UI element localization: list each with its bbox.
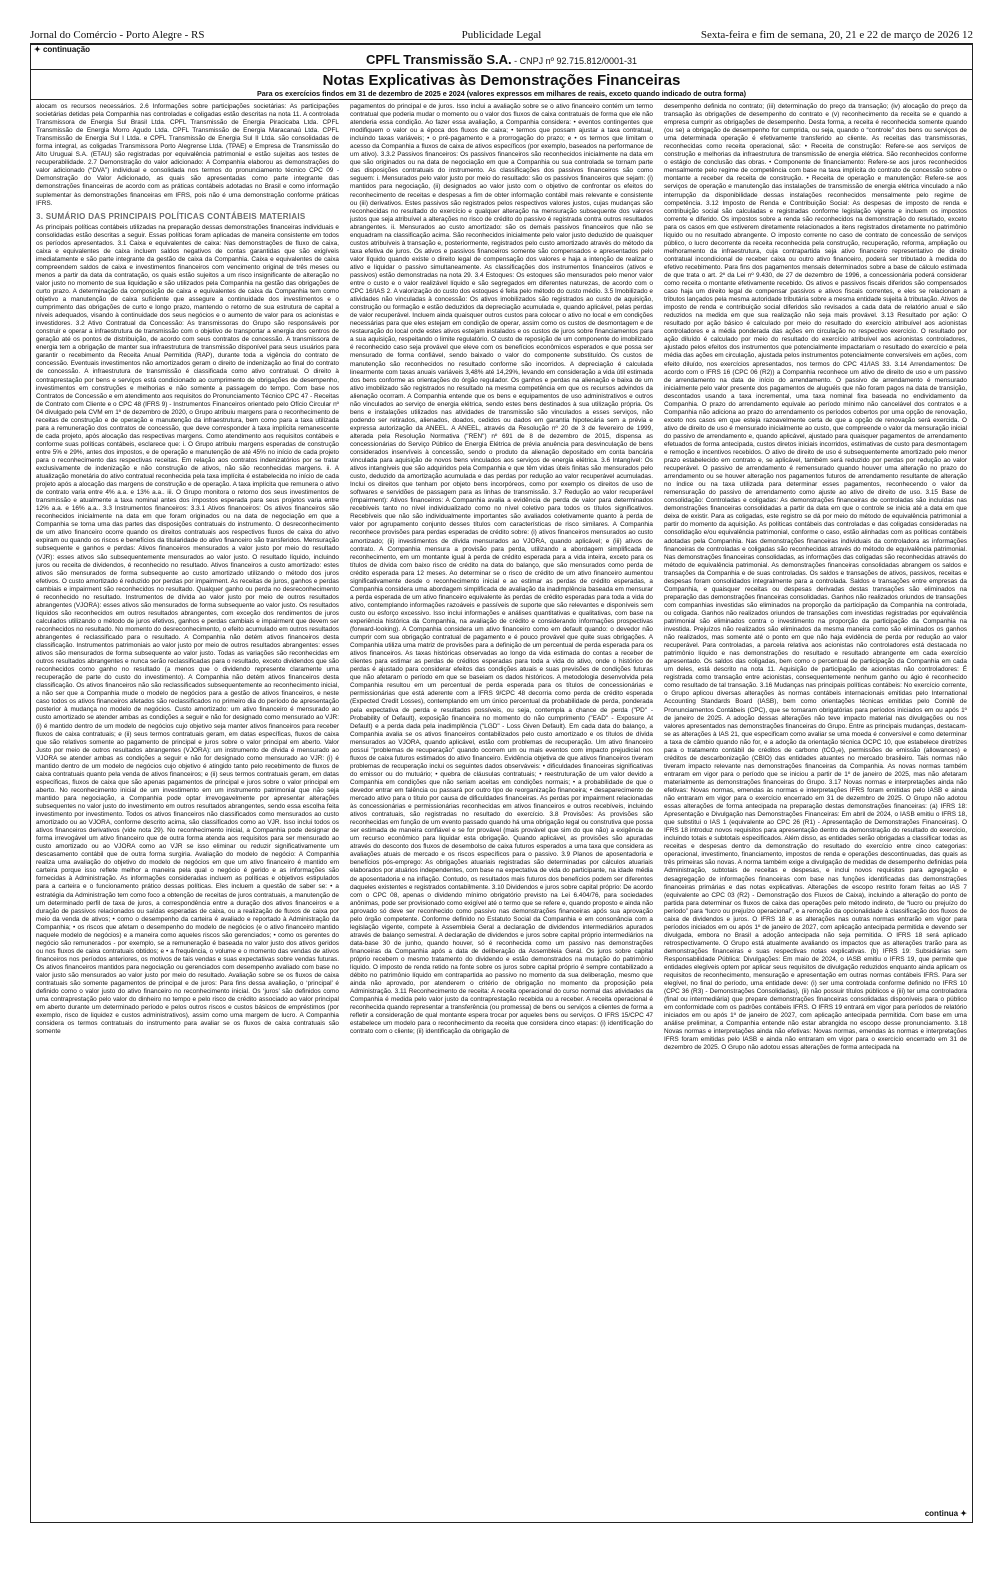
- company-name: CPFL Transmissão S.A.: [365, 52, 512, 67]
- header-rule: [31, 69, 972, 70]
- continuation-top-label: continuação: [42, 45, 91, 54]
- section-name: Publicidade Legal: [461, 29, 542, 41]
- section-heading: 3. SUMÁRIO DAS PRINCIPAIS POLÍTICAS CONTÁBEIS MATERIAIS: [36, 211, 306, 221]
- newspaper-masthead: [30, 27, 973, 43]
- company-cnpj: - CNPJ nº 92.715.812/0001-31: [511, 56, 638, 66]
- paragraph: desempenho definida no contrato; (iii) determinação do preço da transação; (iv) alocação do preço da transação às obrigações de desempenho do contrato e (v) reconhecimento da receita se e quando a empresa cumprir as obrigações de desempenho. Desta forma, a receita é reconhecida somente quando (ou se) a obrigação de desempenho for cumprida, ou seja, quando o “controle” dos bens ou serviços de uma determinada operação é efetivamente transferido ao cliente. As receitas das transmissoras, reconhecidas como receita operacional, são: • Receita de construção: Refere-se aos serviços de construção e melhorias da infraestrutura de transmissão de energia elétrica. São reconhecidos conforme o estágio de conclusão das obras. • Componente de financiamento: Refere-se aos juros reconhecidos mensalmente pelo regime de competência com base na taxa implícita do contrato de concessão sobre o montante a receber da receita de construção. • Receita de operação e manutenção: Refere-se aos serviços de operação e manutenção das instalações de transmissão de energia elétrica vinculado a não interrupção da disponibilidade dessas instalações reconhecidos mensalmente pelo regime de competência. 3.12 Imposto de Renda e Contribuição Social: As despesas de imposto de renda e contribuição social são calculadas e registradas conforme legislação vigente e incluem os impostos corrente e diferido. Os impostos sobre a renda são reconhecidos na demonstração do resultado, exceto para os casos em que estiverem diretamente relacionados a itens registrados diretamente no patrimônio líquido ou no resultado abrangente. O imposto corrente no caso de contrato de concessão de serviços público, o lucro decorrente da receita reconhecida pela construção, recuperação, reforma, ampliação ou melhoramento da infraestrutura, cuja contrapartida seja ativo financeiro representativo de direito contratual incondicional de receber caixa ou outro ativo financeiro, poderá ser tributado à medida do efetivo recebimento. Para fins dos pagamentos mensais determinados sobre a base de cálculo estimada de que trata o art. 2º da Lei nº 9.430, de 27 de dezembro de 1996, a concessionária poderá considerar como receita o montante efetivamente recebido. Os ativos e passivos fiscais diferidos são compensados caso haja um direito legal de compensar passivos e ativos fiscais correntes, e eles se relacionam a tributos lançados pela mesma autoridade tributária sobre a mesma entidade sujeita à tributação. Ativos de imposto de renda e contribuição social diferidos são revisados a cada data de relatório anual e são reduzidos na medida em que sua realização não seja mais provável. 3.13 Resultado por ação: O resultado por ação básico é calculado por meio do resultado do exercício atribuível aos acionistas controladores e a média ponderada das ações em circulação no respectivo exercício. O resultado por ação diluído é calculado por meio do resultado do exercício atribuível aos acionistas controladores, ajustado pelos efeitos dos instrumentos que potencialmente impactariam o resultado do exercício e pela média das ações em circulação, ajustada pelos instrumentos potencialmente conversíveis em ações, com efeito diluído, nos exercícios apresentados, nos termos do CPC 41/IAS 33. 3.14 Arrendamentos: De acordo com o IFRS 16 (CPC 06 (R2)) a Companhia reconhece um ativo de direito de uso e um passivo de arrendamento na data de início do arrendamento. O passivo de arrendamento é mensurado inicialmente pelo valor presente dos pagamentos de aluguéis que não foram pagos na data de transição, descontados usando a taxa incremental, uma taxa nominal fixa baseada no endividamento da Companhia. O prazo do arrendamento equivale ao período mínimo não cancelável dos contratos e a Companhia não adiciona ao prazo do arrendamento os períodos cobertos por uma opção de renovação, exceto nos casos em que esteja razoavelmente certa de que a opção de renovação será exercida. O ativo de direito de uso é mensurado inicialmente ao custo, que compreende o valor da mensuração inicial do passivo de arrendamento e, quando aplicável, ajustado para quaisquer pagamentos de arrendamento efetuados de forma antecipada, custos diretos iniciais incorridos, estimativas de custo para desmontagem e remoção e incentivos recebidos. O ativo de direito de uso é subsequentemente amortizado pelo menor prazo estabelecido em contrato e, se aplicável, também será reduzido por perdas por redução ao valor recuperável. O passivo de arrendamento é remensurado quando houver uma alteração no prazo do arrendamento ou se houver alteração nos pagamentos futuros de arrendamento resultante de alteração no índice ou na taxa utilizada para determinar esses pagamentos, reconhecendo o valor da remensuração do passivo de arrendamento como ajuste ao ativo de direito de uso. 3.15 Base de consolidação: Controladas e coligadas: As demonstrações financeiras de controladas são incluídas nas demonstrações financeiras consolidadas a partir da data em que o controle se inicia até a data em que deixa de existir. Para as coligadas, este registro se dá por meio do método de equivalência patrimonial a partir do momento da aquisição. As políticas contábeis das controladas e das coligadas consideradas na consolidação e/ou equivalência patrimonial, conforme o caso, estão alinhadas com as políticas contábeis adotadas pela Companhia. Nas demonstrações financeiras individuais da controladora as informações financeiras de controladas e coligadas são reconhecidas através do método de equivalência patrimonial. Nas demonstrações financeiras consolidadas, as informações das coligadas são reconhecidas através do método de equivalência patrimonial. As demonstrações financeiras consolidadas abrangem os saldos e transações da Companhia e de suas controladas. Os saldos e transações de ativos, passivos, receitas e despesas foram consolidados integralmente para a controlada. Saldos e transações entre empresas da Companhia, e quaisquer receitas ou despesas derivadas destas transações são eliminados na preparação das demonstrações financeiras consolidadas. Ganhos não realizados oriundos de transações com companhias investidas são eliminados na proporção da participação da Companhia na controlada, ou coligada. Ganhos não realizados oriundos de transações com investidas registradas por equivalência patrimonial são eliminados contra o investimento na proporção da participação da Companhia na investida. Prejuízos não realizados são eliminados da mesma maneira como são eliminados os ganhos não realizados, mas somente até o ponto em que não haja evidência de perda por redução ao valor recuperável. Para controladas, a parcela relativa aos acionistas não controladores está destacada no patrimônio líquido e nas demonstrações do resultado e resultado abrangente em cada exercício apresentado. Os saldos das coligadas, bem como o percentual de participação da Companhia em cada um deles, está descrito na nota 11. Aquisição de participação de acionistas não controladores: É registrada como transação entre acionistas, consequentemente nenhum ganho ou ágio é reconhecido como resultado de tal transação. 3.16 Mudanças nas principais políticas contábeis: No exercício corrente, o Grupo aplicou diversas alterações às normas contábeis internacionais emitidas pelo International Accounting Standards Board (IASB), bem como orientações técnicas emitidas pelo Comitê de Pronunciamentos Contábeis (CPC), que se tornaram obrigatórias para períodos iniciados em ou após 1º de janeiro de 2025. A adoção dessas alterações não teve impacto material nas divulgações ou nos valores apresentados nas demonstrações financeiras do Grupo. Entre as principais mudanças, destacam-se as alterações à IAS 21, que especificam como avaliar se uma moeda é conversível e como determinar a taxa de câmbio quando não for, e a adoção da orientação técnica OCPC 10, que estabelece diretrizes para o tratamento contábil de créditos de carbono (tCO₂e), permissões de emissão (allowances) e créditos de descarbonização (CBIO) das entidades atuantes no mercado brasileiro. Tais normas não tiveram impacto relevante nas demonstrações financeiras da Companhia. As novas normas também entraram em vigor para o período que se iniciou a partir de 1º de janeiro de 2025, mas não afetaram materialmente as demonstrações financeiras do Grupo. 3.17 Novas normas e interpretações ainda não efetivas: Novas normas, emendas às normas e interpretações IFRS foram emitidas pelo IASB e ainda não entraram em vigor para o exercício encerrado em 31 de dezembro de 2025. O Grupo não adotou essas alterações de forma antecipada na preparação destas demonstrações financeiras: (a) IFRS 18: Apresentação e Divulgação nas Demonstrações Financeiras: Em abril de 2024, o IASB emitiu o IFRS 18, que substitui o IAS 1 (equivalente ao CPC 26 (R1) - Apresentação de Demonstrações Financeiras). O IFRS 18 introduz novos requisitos para apresentação dentro da demonstração do resultado do exercício, incluindo totais e subtotais especificados. Além disso, as entidades serão obrigadas a classificar todas as receitas e despesas dentro da demonstração do resultado do exercício entre cinco categorias: operacional, investimento, financiamento, impostos de renda e operações descontinuadas, das quais as três primeiras são novas. A norma também exige a divulgação de medidas de desempenho definidas pela Administração, subtotais de receitas e despesas, e inclui novos requisitos para agregação e desagregação de informações financeiras com base nas funções identificadas das demonstrações financeiras primárias e das notas explicativas. Alterações de escopo restrito foram feitas ao IAS 7 (equivalente ao CPC 03 (R2) - Demonstração dos Fluxos de Caixa), incluindo a alteração do ponto de partida para determinar os fluxos de caixa das operações pelo método indireto, de “lucro ou prejuízo do período” para “lucro ou prejuízo operacional”, e a remoção da opcionalidade à classificação dos fluxos de caixa de dividendos e juros. O IFRS 18 e as alterações nas outras normas entrarão em vigor para períodos iniciados em ou após 1º de janeiro de 2027, com aplicação antecipada permitida e devendo ser divulgada, embora no Brasil a adoção antecipada não seja permitida. O IFRS 18 será aplicado retrospectivamente. O Grupo está atualmente avaliando os impactos que as alterações trarão para as demonstrações financeiras e suas respectivas notas explicativas. (b) IFRS 19: Subsidiárias sem Responsabilidade Pública: Divulgações: Em maio de 2024, o IASB emitiu o IFRS 19, que permite que entidades elegíveis optem por aplicar seus requisitos de divulgação reduzidos enquanto ainda aplicam os requisitos de reconhecimento, mensuração e apresentação em outras normas contábeis IFRS. Para ser elegível, no final do período, uma entidade deve: (i) ser uma controlada conforme definido no IFRS 10 (CPC 36 (R3) - Demonstrações Consolidadas), (ii) não possuir títulos públicos e (iii) ter uma controladora (final ou intermediária) que prepare demonstrações financeiras consolidadas disponíveis para o público em conformidade com os padrões contábeis IFRS. O IFRS 19 entrará em vigor para períodos de relatório iniciados em ou após 1º de janeiro de 2027, com aplicação antecipada permitida. Com base em uma análise preliminar, a Companhia entende não estar abrangida no escopo desse pronunciamento. 3.18 Novas normas e interpretações ainda não efetivas: Novas normas, emendas às normas e interpretações IFRS foram emitidas pelo IASB e ainda não entraram em vigor para o exercício encerrado em 31 de dezembro de 2025. O Grupo não adotou essas alterações de forma antecipada na: [664, 103, 967, 1052]
- text-column-3: [664, 103, 967, 1511]
- star-arrow-icon: ✦: [960, 1509, 967, 1518]
- text-column-1: [36, 103, 339, 1511]
- newspaper-name: Jornal do Comércio - Porto Alegre - RS: [30, 29, 205, 41]
- paragraph: pagamentos do principal e de juros. Isso inclui a avaliação sobre se o ativo financeiro contém um termo contratual que poderia mudar o momento ou o valor dos fluxos de caixa contratuais de forma que ele não atenderia essa condição. Ao fazer essa avaliação, a Companhia considera: • eventos contingentes que modifiquem o valor ou a época dos fluxos de caixa; • termos que possam ajustar a taxa contratual, incluindo taxas variáveis; • o pré-pagamento e a prorrogação do prazo; e • os termos que limitam o acesso da Companhia a fluxos de caixa de ativos específicos (por exemplo, baseados na performance de um ativo). 3.3.2 Passivos financeiros: Os passivos financeiros são reconhecidos inicialmente na data em que são originados ou na data de negociação em que a Companhia ou sua controlada se tornam parte das disposições contratuais do instrumento. As classificações dos passivos financeiros são como seguem: i. Mensurados pelo valor justo por meio do resultado: são os passivos financeiros que sejam: (i) mantidos para negociação, (ii) designados ao valor justo com o objetivo de confrontar os efeitos do reconhecimento de receitas e despesas a fim de obter informação contábil mais relevante e consistente ou (iii) derivativos. Estes passivos são registrados pelos respectivos valores justos, cujas mudanças são reconhecidas no resultado do exercício e qualquer alteração na mensuração subsequente dos valores justos que seja atribuível a alterações no risco de crédito do passivo é registrada contra outros resultados abrangentes. ii. Mensurados ao custo amortizado: são os demais passivos financeiros que não se enquadram na classificação acima. São reconhecidos inicialmente pelo valor justo deduzido de quaisquer custos atribuíveis à transação e, posteriormente, registrados pelo custo amortizado através do método da taxa efetiva de juros. Os ativos e passivos financeiros somente são compensados e apresentados pelo valor líquido quando existe o direito legal de compensação dos valores e haja a intenção de realizar o ativo e liquidar o passivo simultaneamente. As classificações dos instrumentos financeiros (ativos e passivos) estão demonstradas na nota 29. 3.4 Estoques: Os estoques são mensurados pelo menor valor entre o custo e o valor realizável líquido e são segregados em diferentes naturezas, de acordo com o CPC 16/IAS 2. A valorização do custo dos estoques é feita pelo método do custo médio. 3.5 Imobilizado e atividades não vinculadas à concessão: Os ativos imobilizados são registrados ao custo de aquisição, construção ou formação e estão deduzidos da depreciação acumulada e, quando aplicável, pelas perdas de valor recuperável. Incluem ainda quaisquer outros custos para colocar o ativo no local e em condições necessárias para que eles estejam em condição de operar, assim como os custos de desmontagem e de restauração do local onde estes ativos estejam instalados e os custos de juros sobre financiamentos para a sua aquisição, respeitando o limite regulatório. O custo de reposição de um componente do imobilizado é reconhecido caso seja provável que eleve com os benefícios econômicos esperados e que possa ser mensurado de forma confiável, sendo baixado o valor do componente substituído. Os custos de manutenção são reconhecidos no resultado conforme são incorridos. A depreciação é calculada linearmente com taxas anuais variáveis 3,48% até 14,29%, levando em consideração a vida útil estimada dos bens conforme as orientações do órgão regulador. Os ganhos e perdas na alienação e baixa de um ativo imobilizado são registrados no resultado na mesma competência em que os recursos advindos da alienação ocorram. A Companhia entende que os bens e equipamentos de uso administrativos e outros não vinculados ao serviço de energia elétrica, sendo estes bens destinados à sua utilização própria. Os bens e instalações utilizados nas atividades de transmissão são vinculados a esses serviços, não podendo ser retirados, alienados, doados, cedidos ou dados em garantia hipotecária sem a prévia e expressa autorização da ANEEL. A ANEEL, através da Resolução nº 20 de 3 de fevereiro de 1999, alterada pela Resolução Normativa ("REN") nº 691 de 8 de dezembro de 2015, dispensa as concessionárias do Serviço Público de Energia Elétrica de prévia anuência para desvinculação de bens considerados inservíveis à concessão, sendo o produto da alienação depositado em conta bancária vinculada para aquisição de novos bens vinculados aos serviços de energia elétrica. 3.6 Intangível: Os ativos intangíveis que são adquiridos pela Companhia e que têm vidas úteis finitas são mensurados pelo custo, deduzido da amortização acumulada e das perdas por redução ao valor recuperável acumuladas. Inclui os direitos que tenham por objeto bens incorpóreos, como por exemplo os direitos de uso de softwares e servidões de passagem para as linhas de transmissão. 3.7 Redução ao valor recuperável (impairment): Ativos financeiros: A Companhia avalia a evidência de perda de valor para determinados recebíveis tanto no nível individualizado como no nível coletivo para todos os títulos significativos. Recebíveis que não são individualmente importantes são avaliados coletivamente quanto à perda de valor por agrupamento conjunto desses títulos com características de risco similares. A Companhia reconhece provisões para perdas esperadas de crédito sobre: (i) ativos financeiros mensurados ao custo amortizado; (ii) investimentos de dívida mensurados ao VJORA, quando aplicável; e (iii) ativos de contrato. A Companhia mensura a provisão para perda, utilizando a abordagem simplificada de reconhecimento, em um montante igual à perda de crédito esperada para a vida inteira, exceto para os títulos de dívida com baixo risco de crédito na data do balanço, que são mensurados como perda de crédito esperada para 12 meses. Ao determinar se o risco de crédito de um ativo financeiro aumentou significativamente desde o reconhecimento inicial e ao estimar as perdas de crédito esperadas, a Companhia considera uma abordagem simplificada de avaliação da inadimplência baseada em mensurar a perda esperada de um ativo financeiro equivalente às perdas de crédito esperadas para toda a vida do ativo, contemplando informações razoáveis e passíveis de suporte que são relevantes e disponíveis sem custo ou esforço excessivo. Isso inclui informações e análises quantitativas e qualitativas, com base na experiência histórica da Companhia, na avaliação de crédito e considerando informações prospectivas (forward-looking). A Companhia considera um ativo financeiro como em default quando: o devedor não cumprir com sua obrigação contratual de pagamento e é pouco provável que quite suas obrigações. A Companhia utiliza uma matriz de provisões para a definição de um percentual de perda esperada para os ativos financeiros. As taxas históricas observadas ao longo da vida estimada do contas a receber de clientes para estimar as perdas de créditos esperadas para toda a vida do ativo, onde o histórico de perdas é ajustado para considerar efeitos das condições atuais e suas previsões de condições futuras que não afetaram o período em que se baseiam os dados históricos. A metodologia desenvolvida pela Companhia resultou em um percentual de perda esperada para os títulos de concessionárias e permissionárias que está aderente com a IFRS 9/CPC 48 decorria como perda de crédito esperada (Expected Credit Losses), contemplando em um único percentual da probabilidade de perda, ponderada pela expectativa de perda e resultados possíveis, ou seja, contempla a chance de perda ("PD" - Probability of Default), exposição financeira no momento do não cumprimento ("EAD" - Exposure At Default) e a perda dada pela inadimplência ("LGD" - Loss Given Default). Em cada data do balanço, a Companhia avalia se os ativos financeiros contabilizados pelo custo amortizado e os títulos de dívida mensurados ao VJORA, quando aplicável, estão com problemas de recuperação. Um ativo financeiro possui "problemas de recuperação" quando ocorrem um ou mais eventos com impacto prejudicial nos fluxos de caixa futuros estimados do ativo financeiro. Evidência objetiva de que ativos financeiros tiveram problemas de recuperação inclui os seguintes dados observáveis: • dificuldades financeiras significativas do emissor ou do mutuário; • quebra de cláusulas contratuais; • reestruturação de um valor devido a Companhia em condições que não seriam aceitas em condições normais; • a probabilidade de que o devedor entrar em falência ou passará por outro tipo de reorganização financeira; • desaparecimento de mercado ativo para o título por causa de dificuldades financeiras. As perdas por impairment relacionadas às concessionárias e permissionárias reconhecidas em ativos financeiros e outros recebíveis, incluindo ativos contratuais, são registradas no resultado do exercício. 3.8 Provisões: As provisões são reconhecidas em função de um evento passado quando há uma obrigação legal ou construtiva que possa ser estimada de maneira confiável e se for provável (mais provável que sim do que não) a exigência de um recurso econômico para liquidar esta obrigação. Quando aplicável, as provisões são apuradas através do desconto dos fluxos de desembolso de caixa futuros esperados a uma taxa que considera as avaliações atuais de mercado e os riscos específicos para o passivo. 3.9 Planos de aposentadoria e benefícios pós-emprego: As obrigações atuariais registradas são determinadas por cálculos atuariais elaborados por atuários independentes, com base na expectativa de vida do participante, na idade média de aposentadoria e na inflação. Contudo, os resultados mais futuros dos benefícios podem ser diferentes daqueles existentes e registrados contabilmente. 3.10 Dividendos e juros sobre capital próprio: De acordo com o CPC 08, apenas o dividendo mínimo obrigatório previsto na Lei 6.404/76, para sociedades anônimas, pode ser provisionado como exigível até o termo que se refere e, quando proposto e ainda não aprovado só deve ser reconhecido como passivo nas demonstrações financeiras após sua aprovação pelo órgão competente. Conforme definido no Estatuto Social da Companhia e em consonância com a legislação vigente, compete à Assembleia Geral a declaração de dividendos intermediários apurados através de balanço semestral. A declaração de dividendos e juros sobre capital próprio intermediários na data-base 30 de junho, quando houver, só é reconhecida como um passivo nas demonstrações financeiras da Companhia após a data de deliberação da Assembleia Geral. Os juros sobre capital próprio recebem o mesmo tratamento do dividendo e estão demonstrados na mutação do patrimônio líquido. O imposto de renda retido na fonte sobre os juros sobre capital próprio é sempre contabilizado a débito no patrimônio líquido em contrapartida ao passivo no momento da sua deliberação, mesmo que ainda não aprovado, por atenderem o critério de obrigação no momento da proposição pela Administração. 3.11 Reconhecimento de receita: A receita operacional do curso normal das atividades da Companhia é medida pelo valor justo da contraprestação recebida ou a receber. A receita operacional é reconhecida quando representar a transferência (ou promessa) de bens ou serviços a clientes de forma a refletir a consideração de qual montante espera trocar por aqueles bens ou serviços. O IFRS 15/CPC 47 estabelece um modelo para o reconhecimento da receita que considera cinco etapas: (i) identificação do contrato com o cliente; (ii) identificação da obrigação de: [350, 103, 653, 1036]
- paragraph: As principais políticas contábeis utilizadas na preparação dessas demonstrações financeiras individuais e consolidadas estão descritas a seguir. Essas políticas foram aplicadas de maneira consistente em todos os períodos apresentados. 3.1 Caixa e equivalentes de caixa: Nas demonstrações de fluxo de caixa, caixa e equivalentes de caixa incluem saldos negativos de contas garantidas que são exigíveis imediatamente e são parte integrante da gestão de caixa da Companhia. Caixa e equivalentes de caixa compreendem saldos de caixa e investimentos financeiros com vencimento original de três meses ou menos a partir da data da contratação, os quais estão sujeitos a um risco insignificante de alteração no valor justo no momento de sua liquidação e são utilizados pela Companhia na gestão das obrigações de curto prazo. A determinação da composição de caixa e equivalentes de caixa da Companhia tem como objetivo a manutenção de caixa suficiente que assegure a continuidade dos investimentos e o cumprimento das obrigações de curto e longo prazo, mantendo o retorno de sua estrutura de capital a níveis adequados, visando à continuidade dos seus negócios e o aumento de valor para os acionistas e investidores. 3.2 Ativo Contratual da Concessão: As transmissoras do Grupo são responsáveis por construir e operar a infraestrutura de transmissão com o objetivo de transportar a energia dos centros de geração até os pontos de distribuição, de acordo com seus contratos de concessão. A transmissora de energia tem a obrigação de manter sua infraestrutura de transmissão disponível para seus usuários para garantir o recebimento da Receita Anual Permitida (RAP), durante toda a vigência do contrato de concessão. Eventuais investimentos não amortizados geram o direito de indenização ao final do contrato de concessão. A infraestrutura de transmissão é classificada como ativo contratual. O direito à contraprestação por bens e serviços está condicionado ao cumprimento de obrigações de desempenho, investimentos em construções e melhorias e não somente a passagem do tempo. Com base nos Contratos de Concessão e em atendimento aos requisitos do Pronunciamento Técnico CPC 47 - Receitas de Contrato com Cliente e o CPC 48 (IFRS 9) - Instrumentos Financeiros orientado pelo Ofício Circular nº 04 divulgado pela CVM em 1º de dezembro de 2020, o Grupo atribuiu margens para o reconhecimento de receitas de construção e de operação e manutenção da infraestrutura, bem como para a taxa utilizada para a remuneração dos contratos de concessão, que deve corresponder à taxa implícita remanescente de cada projeto, após alocação das respectivas margens. Como atendimento aos requisitos contábeis e conforme suas políticas contábeis, esclarece que: i. O Grupo atribuiu margens esperadas de construção entre 5% e 29%, antes dos impostos, e de operação e manutenção de até 45% no início de cada projeto para o reconhecimento das respectivas receitas. Em relação aos contratos indenizatórios por se tratar exclusivamente de indenização e não construção de ativos, não são reconhecidas margens. ii. A atualização monetária do ativo contratual reconhecida pela taxa implícita é estabelecida no início de cada projeto após a alocação das margens de construção e de operação. A taxa implícita que remunera o ativo de contrato varia entre 4% a.a. e 13% a.a.. iii. O Grupo monitora o retorno dos seus investimentos de transmissão e atualmente a taxa nominal antes dos impostos esperada para seus projetos varia entre 12% a.a. e 16% a.a.. 3.3 Instrumentos financeiros: 3.3.1 Ativos financeiros: Os ativos financeiros são reconhecidos inicialmente na data em que foram originados ou na data de negociação em que a Companhia se torna uma das partes das disposições contratuais do instrumento. O desreconhecimento de um ativo financeiro ocorre quando os direitos contratuais aos respectivos fluxos de caixa do ativo expiram ou quando os riscos e benefícios da titularidade do ativo financeiro são transferidos. Mensuração subsequente e ganhos e perdas: Ativos financeiros mensurados a valor justo por meio do resultado (VJR): esses ativos são subsequentemente mensurados ao valor justo. O resultado líquido, incluindo juros ou receita de dividendos, é reconhecido no resultado. Ativos financeiros a custo amortizado: estes ativos são mensurados de forma subsequente ao custo amortizado utilizando o método dos juros efetivos. O custo amortizado é reduzido por perdas por impairment. As receitas de juros, ganhos e perdas cambiais e impairment são reconhecidos no resultado. Qualquer ganho ou perda no desreconhecimento é reconhecido no resultado. Instrumentos de dívida ao valor justo por meio de outros resultados abrangentes (VJORA): esses ativos são mensurados de forma subsequente ao valor justo. Os resultados líquidos são reconhecidos em outros resultados abrangentes, com exceção dos rendimentos de juros calculados utilizando o método de juros efetivos, ganhos e perdas cambiais e impairment que devem ser reconhecidos no resultado. No momento do desreconhecimento, o efeito acumulado em outros resultados abrangentes é reclassificado para o resultado. A Companhia não detém ativos financeiros desta classificação. Instrumentos patrimoniais ao valor justo por meio de outros resultados abrangentes: esses ativos são mensurados de forma subsequente ao valor justo. Todas as variações são reconhecidas em outros resultados abrangentes e nunca serão reclassificadas para o resultado, exceto dividendos que são reconhecidos como ganho no resultado (a menos que o dividendo represente claramente uma recuperação de parte do custo do investimento). A Companhia não detém ativos financeiros desta classificação. Os ativos financeiros não são reclassificados subsequentemente ao reconhecimento inicial, a não ser que a Companhia mude o modelo de negócios para a gestão de ativos financeiros, e neste caso todos os ativos financeiros afetados são reclassificados no primeiro dia do período de apresentação posterior à mudança no modelo de negócios. Custo amortizado: um ativo financeiro é mensurado ao custo amortizado se atender ambas as condições a seguir e não for designado como mensurado ao VJR: (i) é mantido dentro de um modelo de negócios cujo objetivo seja manter ativos financeiros para receber fluxos de caixa contratuais; e (ii) seus termos contratuais geram, em datas específicas, fluxos de caixa que são relativos somente ao pagamento de principal e juros sobre o valor principal em aberto. Valor Justo por meio de outros resultados abrangentes (VJORA): um instrumento de dívida é mensurado ao VJORA se atender ambas as condições a seguir e não for designado como mensurado ao VJR: (i) é mantido dentro de um modelo de negócios cujo objetivo é atingido tanto pelo recebimento de fluxos de caixa contratuais quanto pela venda de ativos financeiros; e (ii) seus termos contratuais geram, em datas específicas, fluxos de caixa que são apenas pagamentos de principal e juros sobre o valor principal em aberto. No reconhecimento inicial de um investimento em um instrumento patrimonial que não seja mantido para negociação, a Companhia pode optar irrevogavelmente por apresentar alterações subsequentes no valor justo do investimento em outros resultados abrangentes, sendo essa escolha feita investimento por investimento. Todos os ativos financeiros não classificados como mensurados ao custo amortizado ou ao VJORA, conforme descrito acima, são classificados como ao VJR. Isso inclui todos os ativos financeiros derivativos (vide nota 29). No reconhecimento inicial, a Companhia pode designar de forma irrevogável um ativo financeiro que de outra forma atenda aos requisitos para ser mensurado ao custo amortizado ou ao VJORA como ao VJR se isso eliminar ou reduzir significativamente um descasamento contábil que de outra forma surgiria. Avaliação do modelo de negócio: A Companhia realiza uma avaliação do objetivo do modelo de negócios em que um ativo financeiro é mantido em carteira porque isso reflete melhor a maneira pela qual o negócio é gerido e as informações são fornecidas à Administração. As informações consideradas incluem as políticas e objetivos estipulados para a carteira e o funcionamento prático dessas políticas. Eles incluem a questão de saber se: • a estratégia da Administração tem como foco a obtenção de receitas de juros contratuais, a manutenção de um determinado perfil de taxa de juros, a correspondência entre a duração dos ativos financeiros e a duração de passivos relacionados ou saídas esperadas de caixa, ou a realização de fluxos de caixa por meio da venda de ativos; • como o desempenho da carteira é avaliado e reportado à Administração da Companhia; • os riscos que afetam o desempenho do modelo de negócios (e o ativo financeiro mantido naquele modelo de negócios) e a maneira como aqueles riscos são gerenciados; • como os gerentes do negócio são remunerados - por exemplo, se a remuneração é baseada no valor justo dos ativos geridos ou nos fluxos de caixa contratuais obtidos; e • a frequência, o volume e o momento das vendas de ativos financeiros nos períodos anteriores, os motivos de tais vendas e suas expectativas sobre vendas futuras. Os ativos financeiros mantidos para negociação ou gerenciados com desempenho avaliado com base no valor justo são mensurados ao valor justo por meio do resultado. Avaliação sobre se os fluxos de caixa contratuais são somente pagamentos de principal e de juros: Para fins dessa avaliação, o ‘principal’ é definido como o valor justo do ativo financeiro no reconhecimento inicial. Os ‘juros’ são definidos como uma contraprestação pelo valor do dinheiro no tempo e pelo risco de crédito associado ao valor principal em aberto durante um determinado período e pelos outros riscos e custos básicos de empréstimos (por exemplo, risco de liquidez e custos administrativos), assim como uma margem de lucro. A Companhia considera os termos contratuais do instrumento para avaliar se os fluxos de caixa contratuais são somente: [36, 223, 339, 1036]
- document-subtitle: Para os exercícios findos em 31 de dezembro de 2025 e 2024 (valores expressos em milhares de reais, exceto quando indicado de outra forma): [257, 89, 746, 98]
- text-column-2: [350, 103, 653, 1511]
- continuation-bottom: [925, 1509, 967, 1518]
- star-arrow-icon: ✦: [34, 45, 41, 54]
- company-header: [0, 52, 1003, 67]
- continuation-bottom-label: continua: [924, 1509, 959, 1518]
- subtitle-rule: [31, 99, 972, 100]
- paragraph: alocam os recursos necessários. 2.6 Informações sobre participações societárias: As participações societárias detidas pela Companhia nas controladas e coligadas estão descritas na nota 11. A controlada Transmissora de Energia Sul Brasil Ltda. CPFL Transmissão de Energia Piracicaba Ltda. CPFL Transmissão de Energia Morro Agudo Ltda. CPFL Transmissão de Energia Maracanaú Ltda. CPFL Transmissão de Energia Sul I Ltda. e CPFL Transmissão de Energia Sul II Ltda. são consolidadas de forma integral, as coligadas Transmissora Porto Alegrense Ltda. (TPAE) e Empresa de Transmissão do Alto Uruguai S.A. (ETAU) são registradas por equivalência patrimonial e estão sujeitas aos testes de recuperabilidade. 2.7 Demonstração do valor adicionado: A Companhia elaborou as demonstrações do valor adicionado (“DVA”) individual e consolidada nos termos do pronunciamento técnico CPC 09 - Demonstração do Valor Adicionado, as quais são apresentadas como parte integrante das demonstrações financeiras de acordo com as práticas contábeis adotadas no Brasil e como informação suplementar às demonstrações financeiras em IFRS, pois não é uma demonstração conforme práticas IFRS.: [36, 103, 339, 207]
- document-title: Notas Explicativas às Demonstrações Financeiras: [322, 72, 681, 89]
- issue-date-page: Sexta-feira e fim de semana, 20, 21 e 22 de março de 2026 12: [700, 29, 973, 41]
